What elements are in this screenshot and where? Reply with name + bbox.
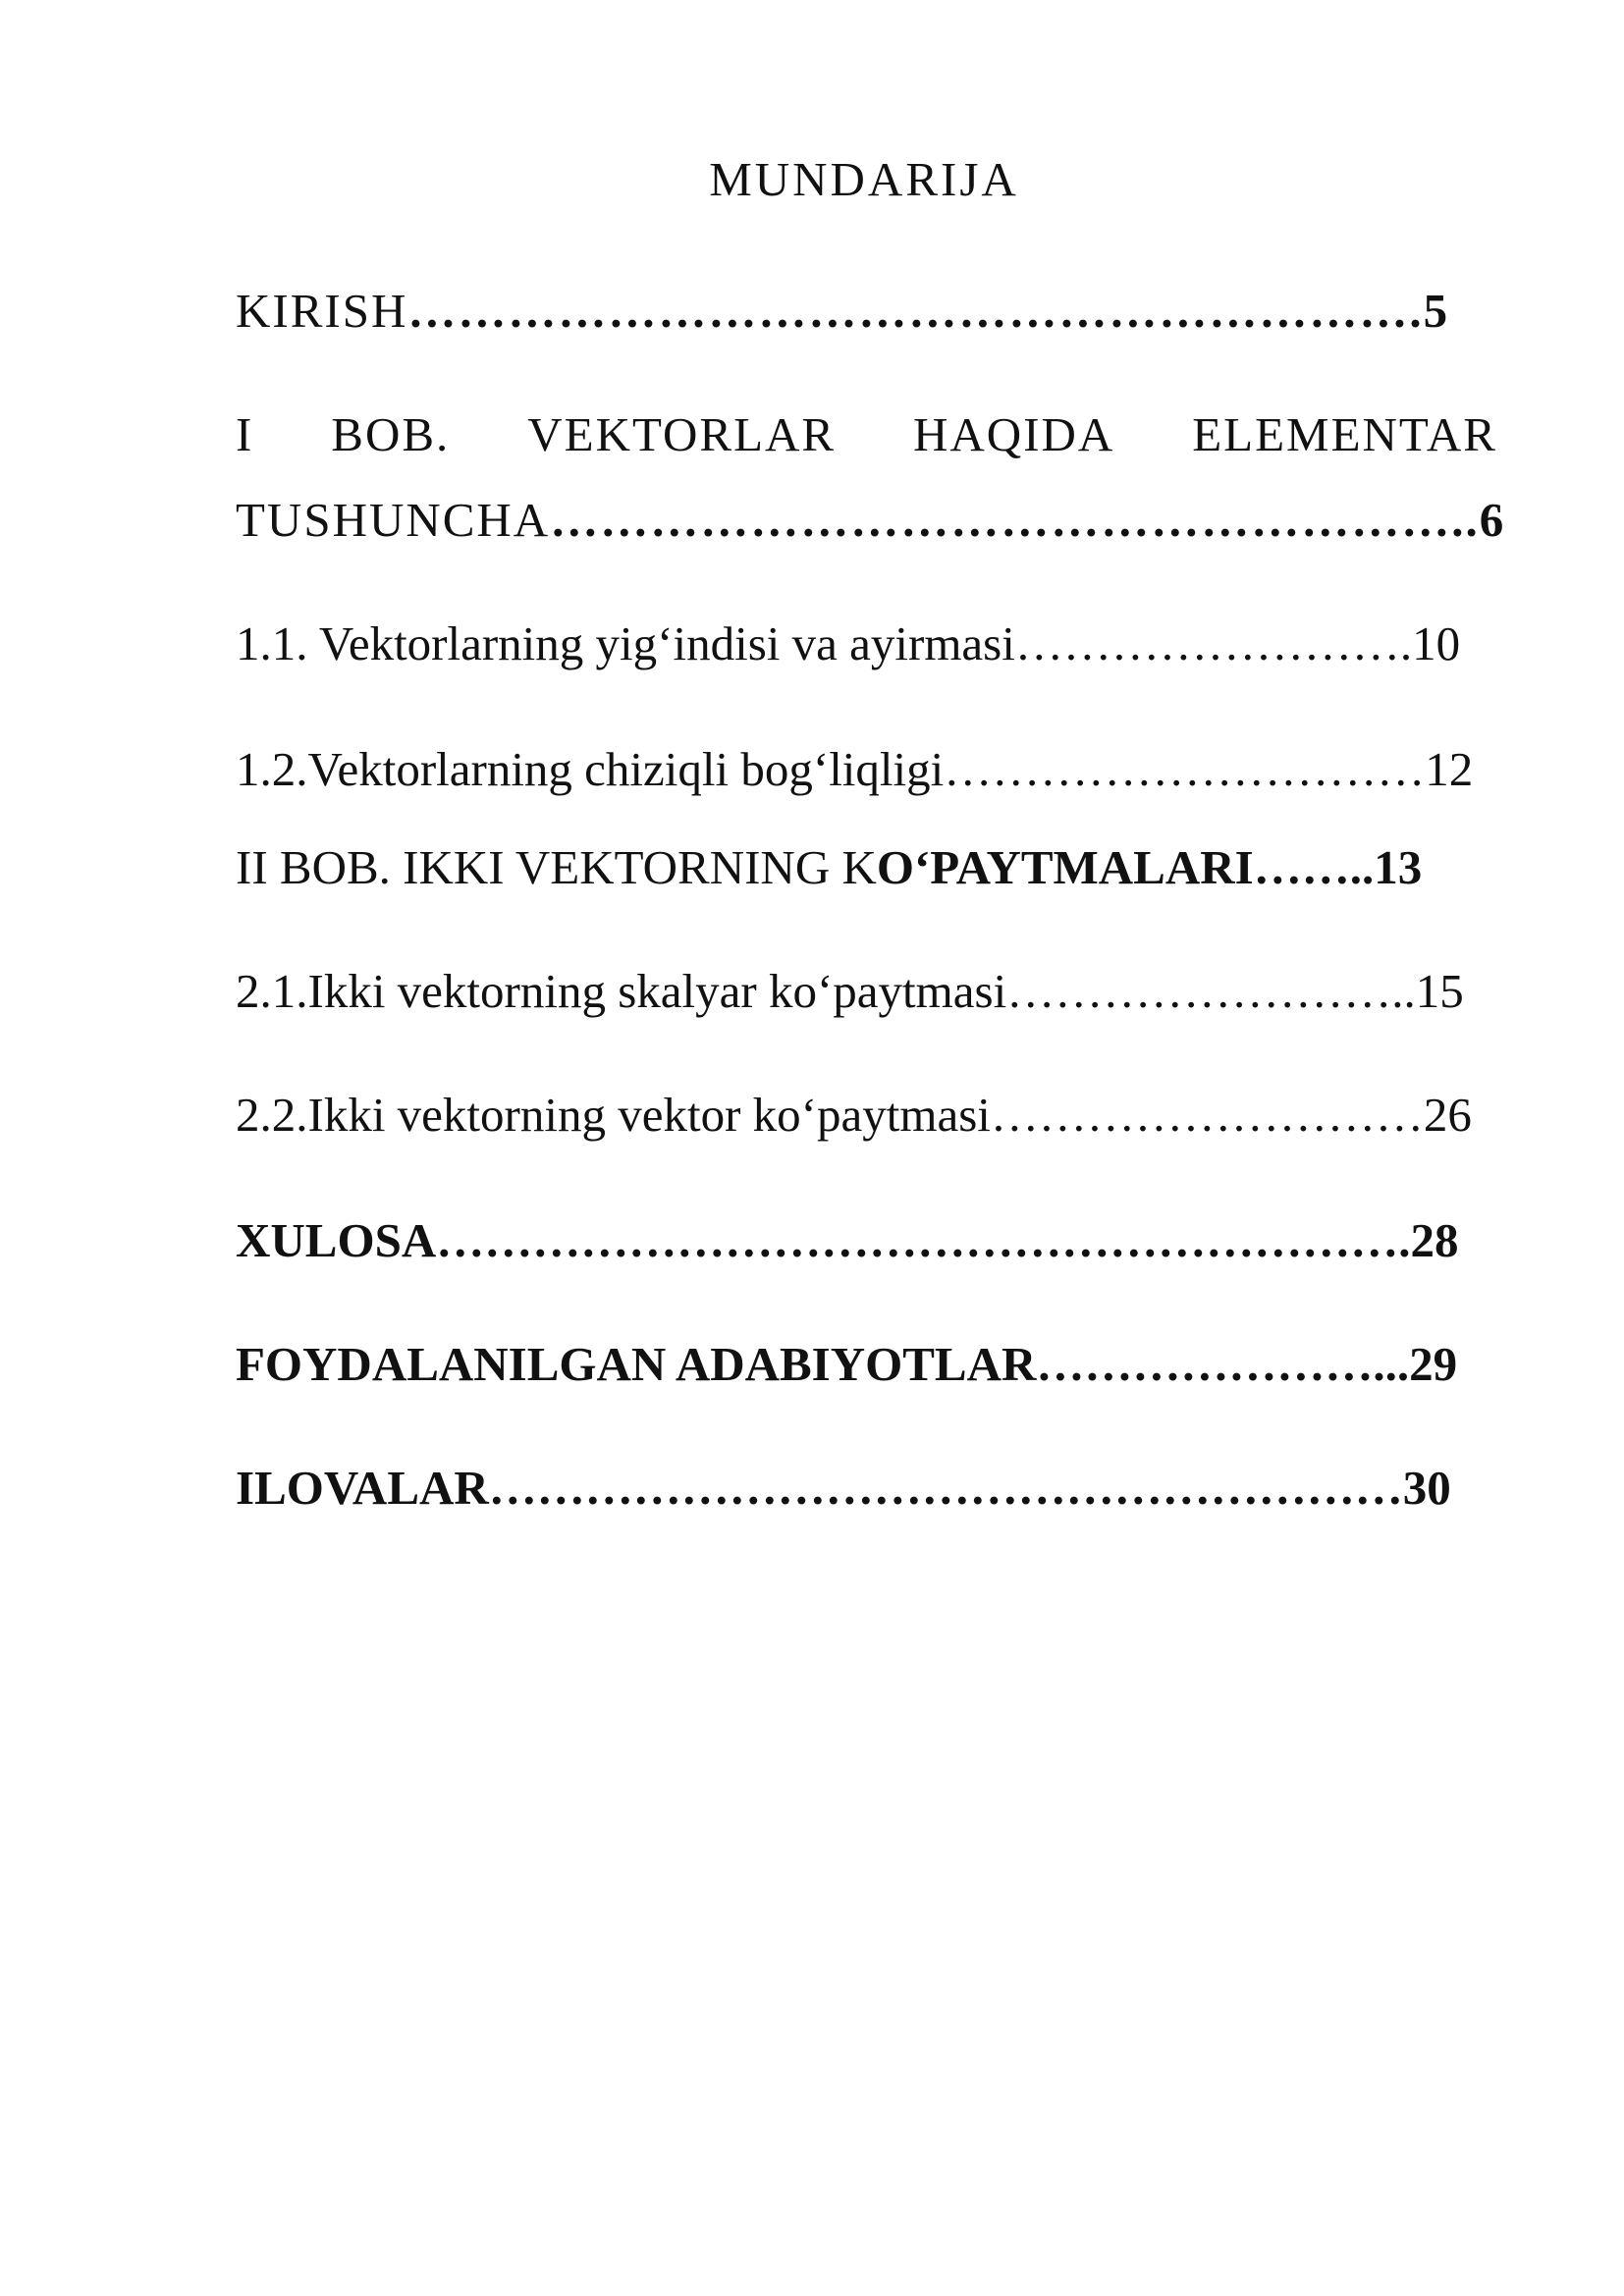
- toc-entry-heading-line: [236, 492, 1505, 548]
- toc-word: HAQIDA: [913, 407, 1115, 461]
- toc-entry-leader: …………………...: [1036, 1337, 1410, 1391]
- toc-entry-leader: …………………………………………………: [488, 1461, 1403, 1515]
- toc-entry-chapter-1: [236, 406, 1506, 547]
- toc-entry-page: 10: [1412, 616, 1461, 670]
- toc-entry-xulosa: [236, 1212, 1458, 1270]
- toc-entry-label: II BOB. IKKI VEKTORNING K: [236, 840, 877, 894]
- toc-entry-label: KIRISH: [236, 284, 408, 338]
- toc-entry-page: 29: [1409, 1337, 1458, 1391]
- toc-entry-page: 26: [1423, 1088, 1472, 1142]
- toc-entry-label: XULOSA: [236, 1213, 437, 1267]
- toc-entry-kirish: [236, 283, 1449, 341]
- toc-entry-chapter-2: [236, 839, 1422, 897]
- toc-entry-heading-line: [236, 406, 1497, 465]
- toc-entry-label-bold: O‘PAYTMALARI: [876, 840, 1254, 894]
- toc-word: VEKTORLAR: [527, 407, 837, 461]
- toc-word: ELEMENTAR: [1192, 407, 1497, 461]
- toc-entry-leader: ……..: [1253, 840, 1375, 894]
- toc-entry-leader: …………………………: [944, 742, 1426, 796]
- toc-entry-ilovalar: [236, 1460, 1451, 1518]
- toc-entry-page: 5: [1423, 284, 1450, 338]
- toc-entry-page: 30: [1402, 1461, 1451, 1515]
- toc-entry-page: 15: [1415, 964, 1464, 1018]
- toc-entry-page: 13: [1374, 840, 1423, 894]
- toc-entry-leader: …………………………………………………….: [436, 1213, 1411, 1267]
- toc-entry-label: FOYDALANILGAN ADABIYOTLAR: [236, 1337, 1037, 1391]
- toc-entry-page: 6: [1479, 493, 1506, 547]
- toc-entry-label: 2.2.Ikki vektorning vektor ko‘paytmasi: [236, 1088, 991, 1142]
- toc-entry-references: [236, 1336, 1457, 1394]
- toc-entry-leader: ……………………..: [1006, 964, 1416, 1018]
- toc-entry-1-2: [236, 741, 1473, 799]
- toc-entry-1-1: [236, 615, 1460, 673]
- toc-entry-label: 2.1.Ikki vektorning skalyar ko‘paytmasi: [236, 964, 1007, 1018]
- toc-entry-label: TUSHUNCHA: [236, 493, 551, 547]
- toc-entry-page: 28: [1410, 1213, 1459, 1267]
- toc-entry-2-2: [236, 1087, 1472, 1145]
- toc-entry-2-1: [236, 963, 1464, 1021]
- toc-entry-label: 1.1. Vektorlarning yig‘indisi va ayirmasi: [236, 616, 1015, 670]
- toc-word: BOB.: [331, 407, 451, 461]
- toc-entry-leader: ………………………: [990, 1088, 1424, 1142]
- toc-title: MUNDARIJA: [709, 152, 1019, 206]
- toc-entry-label: 1.2.Vektorlarning chiziqli bog‘liqligi: [236, 742, 945, 796]
- toc-entry-leader: …………………….: [1014, 616, 1413, 670]
- toc-entry-leader: …………………………………………………….: [407, 284, 1424, 338]
- toc-entry-leader: ………………………………………………..: [550, 493, 1480, 547]
- toc-entry-label: ILOVALAR: [236, 1461, 489, 1515]
- toc-word: I: [236, 407, 254, 461]
- toc-entry-page: 12: [1425, 742, 1474, 796]
